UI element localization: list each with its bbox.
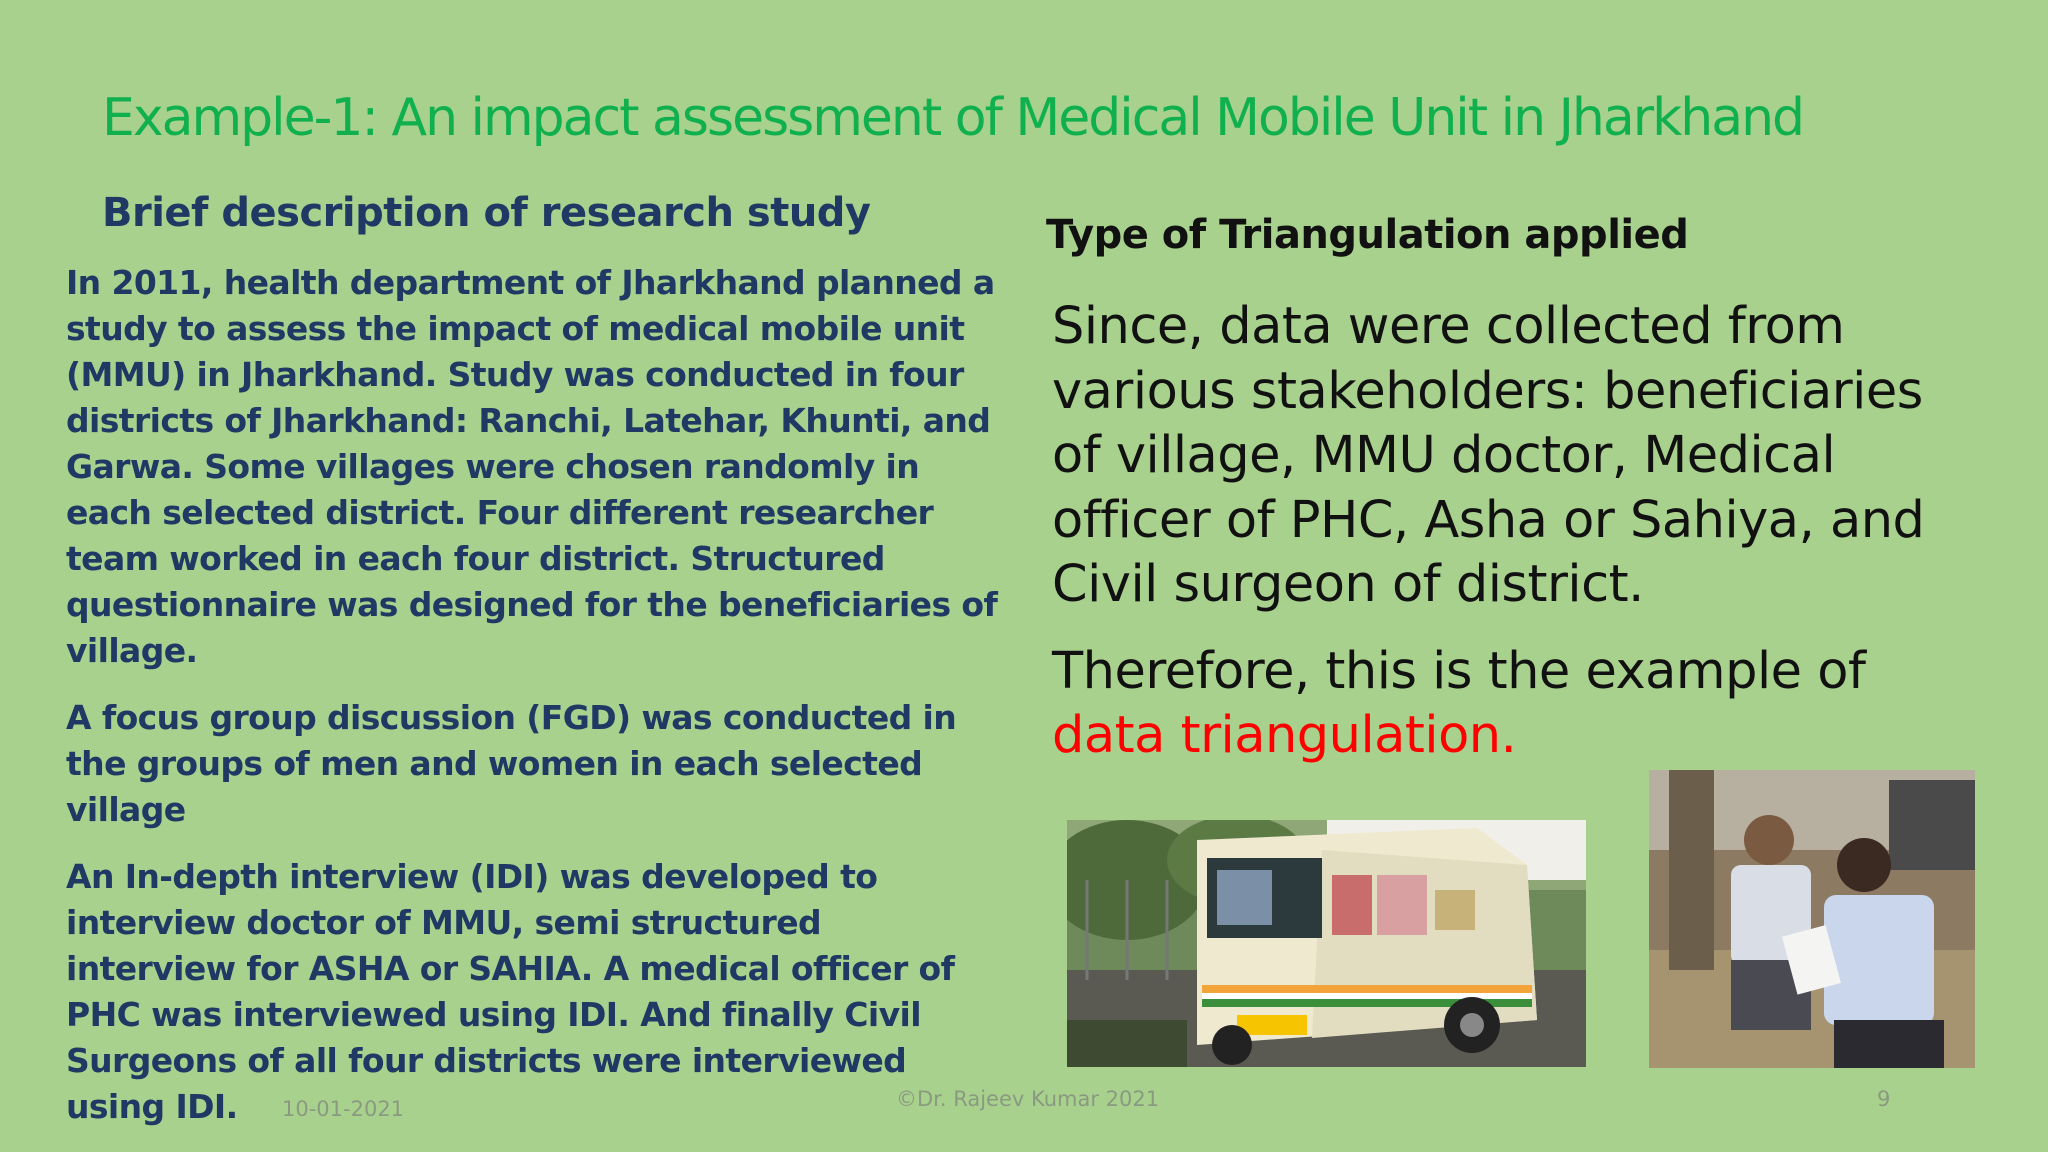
study-description-paragraph: In 2011, health department of Jharkhand planned a study to assess the impact of medical mobile unit (MMU) in Jharkhand. Study was conducted in four districts of Jharkhand: Ranchi, Latehar, Khunti, and Garwa. Some villages were chosen randomly in each selected district. Four different researcher team worked in each four district. Structured questionnaire was designed for the beneficiaries of village. [66, 263, 998, 670]
field-interview-photo [1649, 770, 1975, 1068]
slide-page-number: 9 [1877, 1087, 1891, 1111]
right-column-body [1052, 295, 1952, 791]
left-column-heading: Brief description of research study [102, 190, 871, 236]
conclusion-prefix: Therefore, this is the example of [1052, 641, 1866, 701]
stakeholders-paragraph: Since, data were collected from various stakeholders: beneficiaries of village, MMU doctor, Medical officer of PHC, Asha or Sahiya, and Civil surgeon of district. [1052, 297, 1925, 614]
conclusion-paragraph [1052, 640, 1952, 769]
left-column-body [66, 260, 1001, 1151]
idi-paragraph: An In-depth interview (IDI) was developed to interview doctor of MMU, semi structured interview for ASHA or SAHIA. A medical officer of PHC was interviewed using IDI. And finally Civil Surgeons of all four districts were interviewed using IDI. [66, 857, 955, 1126]
highlighted-term: data triangulation. [1052, 706, 1517, 765]
slide-title: Example-1: An impact assessment of Medical Mobile Unit in Jharkhand [102, 88, 1804, 148]
fgd-paragraph: A focus group discussion (FGD) was conducted in the groups of men and women in each selected village [66, 698, 957, 829]
footer-credit: ©Dr. Rajeev Kumar 2021 [896, 1087, 1160, 1111]
footer-date: 10-01-2021 [282, 1097, 405, 1121]
right-column-heading: Type of Triangulation applied [1046, 212, 1689, 258]
medical-mobile-unit-van-photo [1067, 820, 1586, 1067]
